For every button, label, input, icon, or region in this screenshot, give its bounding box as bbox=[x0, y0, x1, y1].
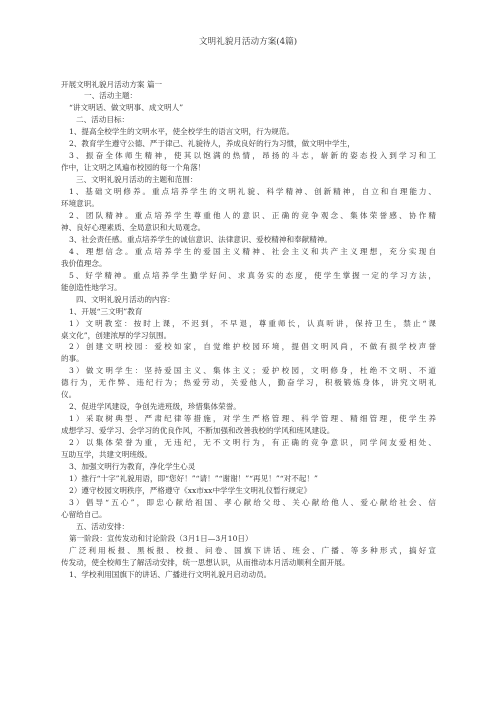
paragraph-line: 2）创建文明校园：爱校如家，自觉维护校园环境，提倡文明风尚，不做有损学校声誉 bbox=[69, 342, 436, 352]
paragraph-line: 2、促进学风建设，争创先进班级，珍惜集体荣誉。 bbox=[69, 402, 241, 412]
subsection-heading: 一、活动主题： bbox=[84, 91, 138, 101]
paragraph-line: 能创造性地学习。 bbox=[61, 282, 122, 292]
paragraph-line: 作中，让文明之风遍布校园的每一个角落！ bbox=[61, 163, 206, 173]
paragraph-line: 广泛利用板报、黑板报、校报、问卷、国旗下讲话、班会、广播、等多种形式，搞好宣 bbox=[69, 545, 436, 555]
paragraph-line: “讲文明话、做文明事、成文明人” bbox=[69, 103, 184, 113]
paragraph-line: 3）倡导“五心”，即忠心献给祖国、孝心献给父母、关心献给他人、爱心献给社会、信 bbox=[69, 497, 436, 507]
document-body bbox=[61, 79, 436, 581]
paragraph-line: 1、基础文明修养。重点培养学生的文明礼貌、科学精神、创新精神，自立和自理能力、 bbox=[69, 187, 436, 197]
paragraph-line: 1、提高全校学生的文明水平，使全校学生的语言文明，行为规范。 bbox=[69, 127, 295, 137]
paragraph-line: 1）文明教室：按时上课，不迟到，不早退，尊重师长，认真听讲，保持卫生，禁止“课 bbox=[69, 318, 436, 328]
subsection-heading: 二、活动目标： bbox=[76, 115, 130, 125]
paragraph-line: 2、教育学生遵守公德、严于律己、礼貌待人，养成良好的行为习惯，做文明中学生， bbox=[69, 139, 355, 149]
paragraph-line: 仪。 bbox=[61, 390, 77, 400]
paragraph-line: 成想学习、爱学习、会学习的优良作风，不断加强和改善我校的学风和班风建设。 bbox=[61, 426, 335, 436]
paragraph-line: 4、理想信念。重点培养学生的爱国主义精神、社会主义和共产主义理想，充分实现自 bbox=[69, 246, 436, 256]
subsection-heading: 四、文明礼貌月活动的内容： bbox=[76, 294, 175, 304]
paragraph-line: 环境意识。 bbox=[61, 199, 99, 209]
paragraph-line: 互助互学，共建文明班级。 bbox=[61, 450, 153, 460]
paragraph-line: 2）遵守校园文明秩序，严格遵守《xx市xx中学学生文明礼仪暂行规定》 bbox=[69, 485, 312, 495]
paragraph-line: 1、学校利用国旗下的讲话、广播进行文明礼貌月启动动员。 bbox=[69, 569, 272, 579]
paragraph-line: 2）以集体荣誉为重，无违纪，无不文明行为，有正确的竞争意识，同学间友爱相处、 bbox=[69, 438, 436, 448]
section-heading: 开展文明礼貌月活动方案 篇一 bbox=[61, 79, 163, 89]
paragraph-line: 2、团队精神。重点培养学生尊重他人的意识、正确的竞争观念、集体荣誉感、协作精 bbox=[69, 210, 436, 220]
document-title: 文明礼貌月活动方案(4篇) bbox=[198, 37, 298, 47]
paragraph-line: 的事。 bbox=[61, 354, 84, 364]
paragraph-line: 桌文化”，创建浓厚的学习氛围。 bbox=[61, 330, 172, 340]
paragraph-line: 3、加强文明行为教育，净化学生心灵 bbox=[69, 462, 196, 471]
paragraph-line: 1）推行“十字”礼貌用语，即“您好！”“请！”“谢谢！”“再见！”“对不起！” bbox=[69, 473, 318, 483]
paragraph-line: 心留给自己。 bbox=[61, 509, 107, 519]
paragraph-line: 第一阶段：宣传发动和讨论阶段（3月1日—3月10日） bbox=[69, 533, 253, 543]
subsection-heading: 三、文明礼貌月活动的主题和范围： bbox=[76, 175, 198, 185]
paragraph-line: 传发动，使全校师生了解活动安排，统一思想认识，从而推动本月活动顺利全面开展。 bbox=[61, 557, 350, 567]
paragraph-line: 1）采取树典型、严肃纪律等措施，对学生严格管理、科学管理、精细管理，使学生养 bbox=[69, 414, 436, 424]
paragraph-line: 神、良好心理素质、全局意识和大局观念。 bbox=[61, 222, 206, 232]
paragraph-line: 我价值理念。 bbox=[61, 258, 107, 268]
paragraph-line: 德行为，无作弊、违纪行为；热爱劳动，关爱他人，勤奋学习，积极锻炼身体，讲究文明礼 bbox=[61, 378, 436, 388]
paragraph-line: 5、好学精神。重点培养学生勤学好问、求真务实的态度，使学生掌握一定的学习方法， bbox=[69, 270, 436, 280]
paragraph-line: 3、振奋全体师生精神，使其以饱满的热情，昂扬的斗志，崭新的姿态投入到学习和工 bbox=[69, 151, 436, 161]
paragraph-line: 1、开展“三文明”教育 bbox=[69, 306, 143, 316]
paragraph-line: 3）做文明学生：坚持爱国主义、集体主义；爱护校园，文明修身，杜绝不文明、不道 bbox=[69, 366, 436, 376]
paragraph-line: 3、社会责任感。重点培养学生的诚信意识、法律意识、爱校精神和奉献精神。 bbox=[69, 234, 333, 244]
subsection-heading: 五、活动安排： bbox=[76, 521, 130, 531]
